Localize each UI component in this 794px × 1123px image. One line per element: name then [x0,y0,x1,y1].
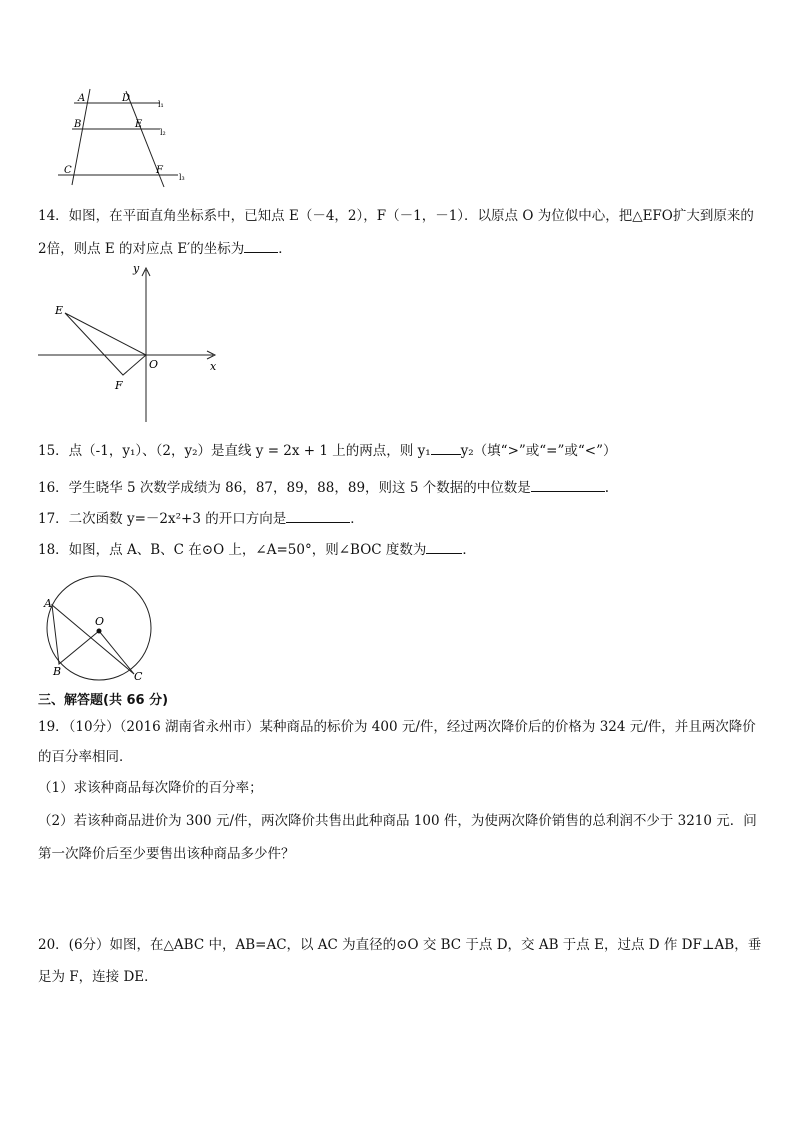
center-point [97,629,102,634]
label-B: B [53,665,62,678]
circle-o [47,576,151,680]
label-C: C [134,670,143,683]
label-y: y [133,262,140,275]
q14-line2-end: ． [278,241,292,257]
q18-text-end: ． [462,542,476,558]
label-A: A [44,597,52,610]
q14-answer-blank[interactable] [244,240,278,253]
q17-text: 17．二次函数 y=－2x²+3 的开口方向是 [38,511,287,527]
q19-line2: 的百分率相同． [38,749,133,765]
q18-text: 18．如图，点 A、B、C 在⊙O 上，∠A=50°，则∠BOC 度数为 [38,542,427,558]
q15-answer-blank[interactable] [431,442,461,455]
radius-oc [99,631,134,674]
label-O: O [95,615,105,628]
q20-line2: 足为 F，连接 DE． [38,969,158,985]
label-A: A [78,93,86,104]
q15-text-end: y₂（填“>”或“=”或“<”） [460,443,617,459]
q20-line1: 20．(6分）如图，在△ABC 中，AB=AC，以 AC 为直径的⊙O 交 BC 于点 D，交 AB 于点 E，过点 D 作 DF⊥AB，垂 [38,937,762,953]
label-l2: l₂ [160,128,166,137]
q16-text-end: . [604,480,609,496]
q19-line1: 19．（10分）（2016 湖南省永州市）某种商品的标价为 400 元/件，经过两次降价后的价格为 324 元/件，并且两次降价 [38,719,756,735]
q19-line5: 第一次降价后至少要售出该种商品多少件？ [38,846,295,862]
q17-answer-blank[interactable] [286,510,350,523]
label-l1: l₁ [158,100,164,109]
q19-line4: （2）若该种商品进价为 300 元/件，两次降价共售出此种商品 100 件，为使两次降价销售的总利润不少于 3210 元．问 [38,813,757,829]
q16-line [38,479,609,497]
label-O: O [149,358,159,371]
q17-text-end: ． [350,511,364,527]
figure-coordinate-system [35,262,225,424]
q19-line3: （1）求该种商品每次降价的百分率； [38,780,263,796]
label-x: x [210,360,217,373]
label-E: E [55,304,64,317]
q18-answer-blank[interactable] [426,541,462,554]
label-D: D [122,93,131,104]
q15-text: 15．点（-1，y₁）、（2，y₂）是直线 y = 2x + 1 上的两点，则 y₁ [38,443,431,459]
q15-line [38,442,617,460]
q14-line2-text: 2倍，则点 E 的对应点 E′的坐标为 [38,241,245,257]
q16-text: 16．学生晓华 5 次数学成绩为 86，87，89，88，89，则这 5 个数据的中位数是 [38,480,531,496]
label-C: C [64,165,72,176]
q14-line2 [38,240,292,258]
label-E: E [135,119,143,130]
label-F: F [115,379,123,392]
q16-answer-blank[interactable] [531,479,605,492]
q17-line [38,510,364,528]
label-B: B [74,119,82,130]
triangle-efo [65,313,146,375]
figure-circle [38,568,163,686]
label-l3: l₃ [179,173,185,182]
q14-line1: 14．如图，在平面直角坐标系中，已知点 E（－4，2），F（－1，－1）．以原点 O 为位似中心，把△EFO扩大到原来的 [38,208,754,224]
q18-line [38,541,476,559]
chords-abc [52,605,134,674]
label-F: F [156,165,163,176]
section-heading: 三、解答题(共 66 分) [38,693,169,708]
figure-parallel-lines [50,85,200,190]
